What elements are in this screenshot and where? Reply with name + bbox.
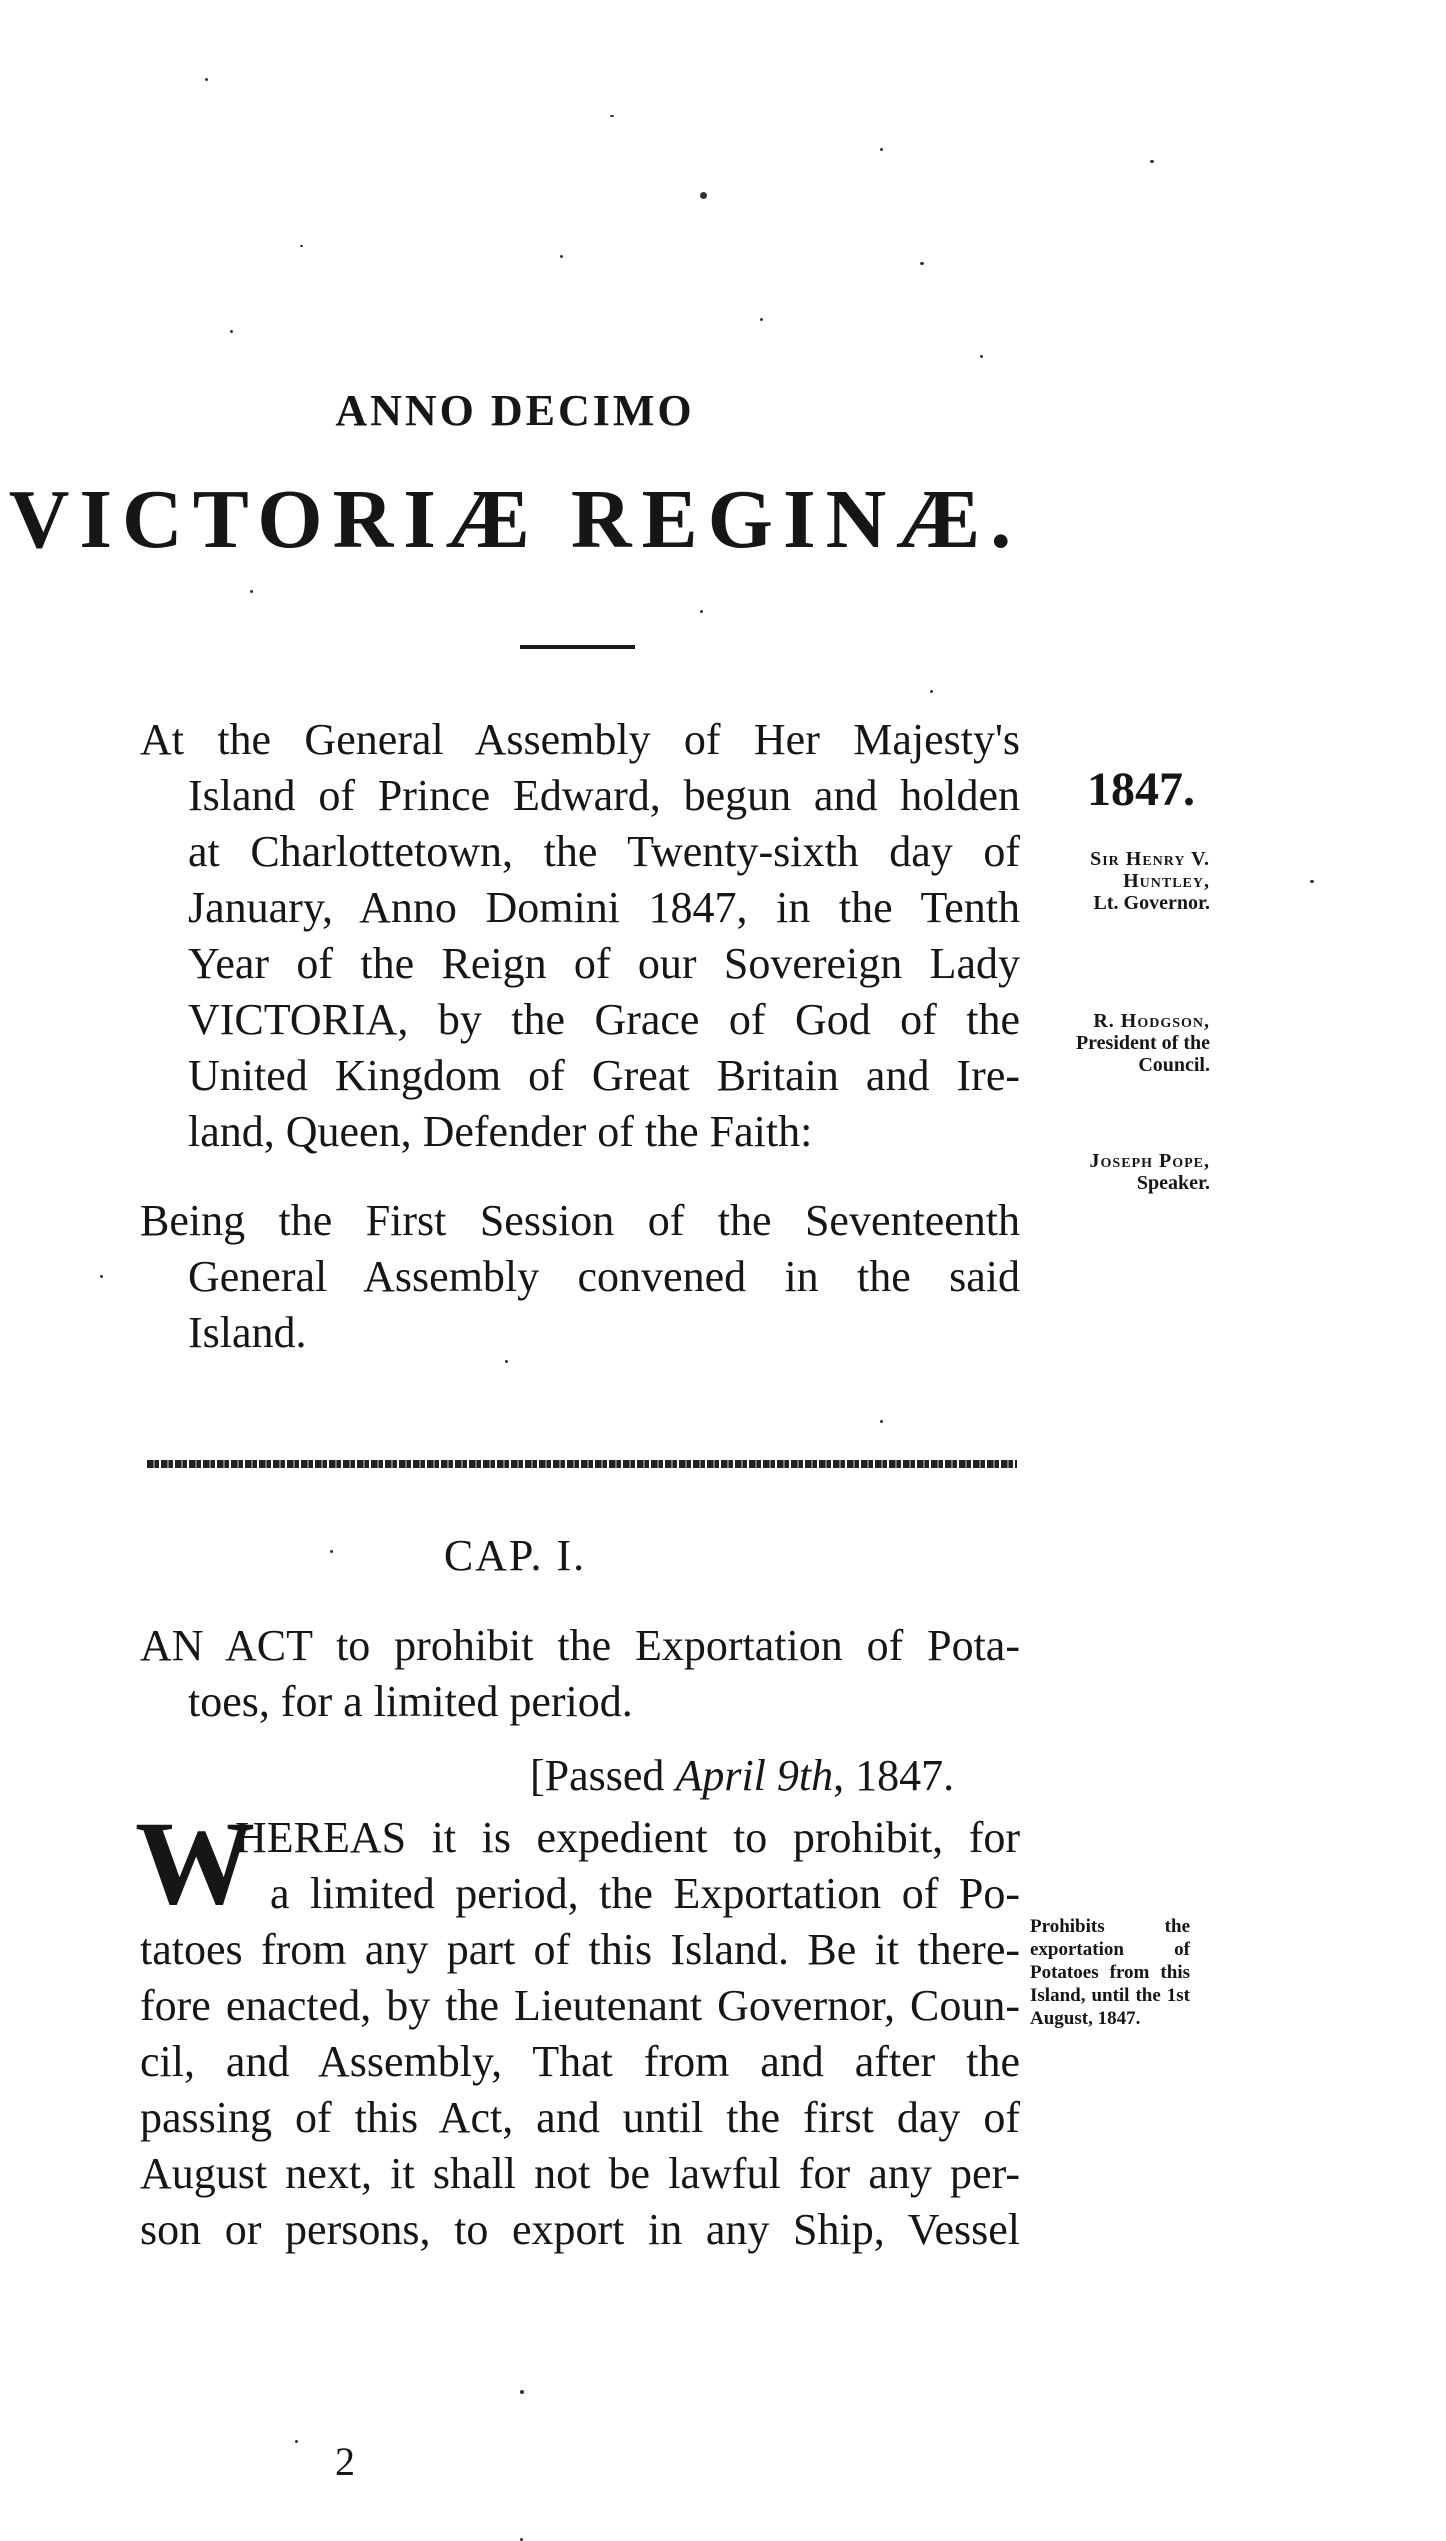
enact-line: cil, and Assembly, That from and after the: [140, 2037, 1020, 2086]
chapter-heading: CAP. I.: [443, 1531, 587, 1580]
assembly-paragraph: [140, 712, 1020, 1160]
margin-prohibit-note: Prohibits the exportation of Potatoes from this Island, until the 1st August, 1847.: [1030, 1916, 1190, 2029]
page-signature: 2: [335, 2439, 355, 2484]
session-line: Being the First Session of the Seventeenth: [140, 1196, 1020, 1245]
print-speck: [300, 245, 303, 247]
assembly-line: VICTORIA, by the Grace of God of the: [188, 995, 1020, 1044]
enact-line: passing of this Act, and until the first day of: [140, 2093, 1020, 2142]
print-speck: [230, 330, 233, 333]
print-speck: [1310, 880, 1314, 883]
print-speck: [560, 255, 563, 258]
enact-line: tatoes from any part of this Island. Be it there-: [140, 1925, 1020, 1974]
enact-line: a limited period, the Exportation of Po-: [270, 1869, 1020, 1918]
margin-year: 1847.: [1087, 763, 1195, 816]
speaker-title: Speaker.: [1136, 1172, 1210, 1194]
enacting-clause: [140, 1810, 1020, 2258]
session-line: General Assembly convened in the said: [188, 1252, 1020, 1301]
short-rule: [520, 645, 635, 649]
assembly-line: land, Queen, Defender of the Faith:: [188, 1107, 813, 1156]
passed-date: [530, 1750, 954, 1801]
assembly-line-text: January, Anno Domini 1847, in the Tenth: [188, 883, 1020, 932]
assembly-line: at Charlottetown, the Twenty-sixth day of: [188, 827, 1020, 876]
margin-speaker: [1030, 1150, 1210, 1194]
margin-governor: [1030, 848, 1210, 914]
assembly-line: At the General Assembly of Her Majesty's: [140, 715, 1020, 764]
print-speck: [100, 1275, 103, 1278]
governor-title: Lt. Governor.: [1093, 892, 1210, 914]
print-speck: [700, 610, 703, 613]
passed-year: , 1847.: [833, 1751, 955, 1800]
print-speck: [295, 2440, 298, 2443]
print-speck: [520, 2390, 524, 2394]
assembly-line: [188, 880, 1020, 936]
print-speck: [980, 355, 983, 358]
regnal-title: VICTORIÆ REGINÆ.: [8, 473, 1022, 566]
print-speck: [880, 148, 883, 151]
president-title: President of the Council.: [1075, 1032, 1210, 1076]
president-name: R. Hodgson,: [1093, 1010, 1210, 1032]
assembly-line: Year of the Reign of our Sovereign Lady: [188, 939, 1020, 988]
session-line: Island.: [188, 1308, 307, 1357]
act-title-line: AN ACT to prohibit the Exportation of Pota-: [140, 1621, 1020, 1670]
act-title: [140, 1618, 1020, 1730]
print-speck: [205, 78, 208, 81]
enact-line: HEREAS it is expedient to prohibit, for: [235, 1813, 1020, 1862]
speaker-name: Joseph Pope,: [1089, 1150, 1210, 1172]
print-speck: [880, 1420, 883, 1423]
print-speck: [920, 262, 924, 265]
anno-heading: ANNO DECIMO: [335, 386, 695, 435]
enact-line: August next, it shall not be lawful for any per-: [140, 2149, 1020, 2198]
print-speck: [250, 590, 253, 593]
print-speck: [610, 115, 614, 117]
assembly-line: Island of Prince Edward, begun and holden: [188, 771, 1020, 820]
enact-line: fore enacted, by the Lieutenant Governor, Coun-: [140, 1981, 1020, 2030]
print-speck: [1150, 160, 1154, 163]
print-speck: [700, 192, 707, 199]
drop-cap: W: [135, 1796, 255, 1929]
margin-president: [1030, 1010, 1210, 1076]
print-speck: [930, 690, 933, 693]
act-title-line: toes, for a limited period.: [188, 1677, 633, 1726]
assembly-line: United Kingdom of Great Britain and Ire-: [188, 1051, 1020, 1100]
passed-month-day: April 9th: [675, 1751, 834, 1800]
session-paragraph: [140, 1193, 1020, 1361]
ornamental-rule: [147, 1460, 1017, 1468]
passed-prefix: [Passed: [530, 1751, 676, 1800]
print-speck: [760, 318, 763, 321]
enact-line: son or persons, to export in any Ship, Vessel: [140, 2205, 1020, 2254]
governor-name: Sir Henry V. Huntley,: [1090, 848, 1210, 892]
